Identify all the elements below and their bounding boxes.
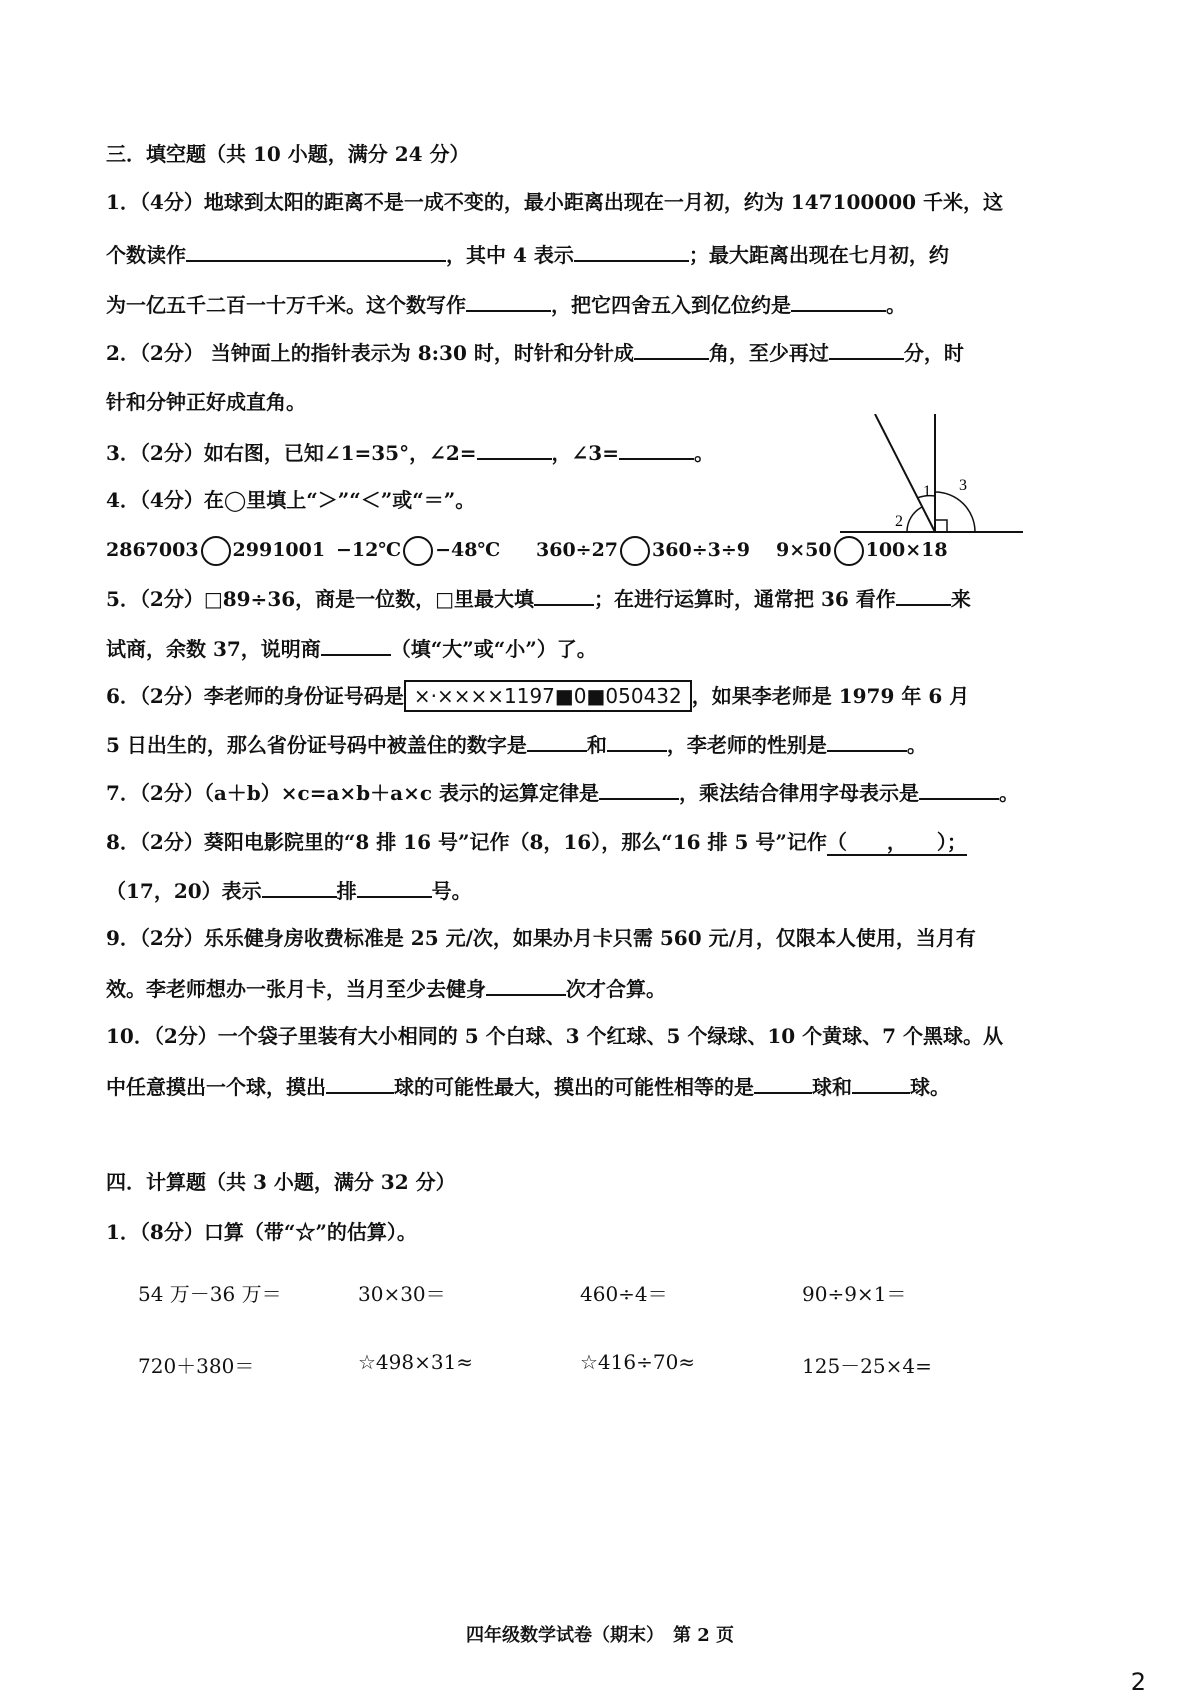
q9-line2	[106, 974, 1026, 1003]
q4-compare-row	[106, 536, 1026, 566]
q8-text-b: （17，20）表示	[106, 879, 262, 903]
page-number: 2	[1130, 1668, 1146, 1696]
q7-blank-formula[interactable]	[919, 778, 999, 800]
q7-blank-law[interactable]	[599, 778, 679, 800]
q9-blank-times[interactable]	[486, 974, 566, 996]
q6-text-a: 6．（2分）李老师的身份证号码是	[106, 684, 404, 708]
q1-line3	[106, 290, 1026, 319]
q3-blank-angle3[interactable]	[619, 438, 694, 460]
q7-text-c: 。	[999, 781, 1020, 805]
q9-text-b: 次才合算。	[566, 977, 666, 1001]
q8-text-c: 排	[336, 879, 357, 903]
calc-item: 90÷9×1＝	[802, 1282, 907, 1306]
q2-text-a: 2．（2分） 当钟面上的指针表示为 8:30 时，时针和分针成	[106, 341, 634, 365]
q5-text-a: 5．（2分）□89÷36，商是一位数，□里最大填	[106, 587, 535, 611]
angle-figure	[835, 414, 1025, 544]
q9-text-a: 效。李老师想办一张月卡，当月至少去健身	[106, 977, 486, 1001]
q8-line2	[106, 876, 1026, 905]
compare-circle-3[interactable]	[620, 536, 650, 566]
q1-text-a: 个数读作	[106, 243, 186, 267]
q10-line2	[106, 1072, 1026, 1101]
q1-text-d: 为一亿五千二百一十万千米。这个数写作	[106, 293, 466, 317]
q7-text-b: ，乘法结合律用字母表示是	[679, 781, 920, 805]
q6-text-b: ，如果李老师是 1979 年 6 月	[691, 684, 970, 708]
q1-text-c: ；最大距离出现在七月初，约	[688, 243, 949, 267]
q1-blank-reading[interactable]	[186, 240, 446, 262]
q5-line1	[106, 584, 1026, 613]
q5-text-e: （填“大”或“小”）了。	[390, 637, 597, 661]
q10-text-c: 球和	[812, 1075, 852, 1099]
q3-text-b: ，∠3=	[551, 441, 619, 465]
q6-blank-digit2[interactable]	[607, 730, 667, 752]
angle3-label: 3	[959, 477, 967, 494]
q6-line1	[106, 680, 1026, 712]
q8-text-d: 号。	[431, 879, 472, 903]
q9-line1: 9．（2分）乐乐健身房收费标准是 25 元/次，如果办月卡只需 560 元/月，仅限本人使用，当月有	[106, 926, 976, 950]
q2-line1	[106, 338, 1026, 367]
q4-line: 4．（4分）在◯里填上“＞”“＜”或“＝”。	[106, 488, 476, 512]
q6-text-d: 和	[586, 733, 607, 757]
q10-text-a: 中任意摸出一个球，摸出	[106, 1075, 326, 1099]
q10-text-d: 球。	[910, 1075, 950, 1099]
q3-text-c: 。	[693, 441, 714, 465]
calc-item: ☆498×31≈	[358, 1350, 474, 1374]
q10-blank-most-likely[interactable]	[326, 1072, 394, 1094]
q1-line2	[106, 240, 1026, 269]
q5-text-b: ；在进行运算时，通常把 36 看作	[594, 587, 896, 611]
q10-blank-equal1[interactable]	[754, 1072, 812, 1094]
q8-blank-row[interactable]	[262, 876, 337, 898]
calc-item: 54 万－36 万＝	[138, 1282, 282, 1306]
q10-line1: 10．（2分）一个袋子里装有大小相同的 5 个白球、3 个红球、5 个绿球、10 个黄球、7 个黑球。从	[106, 1024, 1004, 1048]
compare-circle-4[interactable]	[834, 536, 864, 566]
q5-line2	[106, 634, 1026, 663]
q2-blank-angle[interactable]	[634, 338, 709, 360]
q7-line	[106, 778, 1026, 807]
figure-slanted-line	[875, 414, 935, 532]
section3-heading: 三．填空题（共 10 小题，满分 24 分）	[106, 142, 470, 166]
q6-text-e: ，李老师的性别是	[666, 733, 827, 757]
page-footer: 四年级数学试卷（期末） 第 2 页	[465, 1625, 735, 1646]
calc-item: 125－25×4=	[802, 1354, 932, 1378]
q6-text-c: 5 日出生的，那么省份证号码中被盖住的数字是	[106, 733, 527, 757]
q6-line2	[106, 730, 1026, 759]
q8-blank-seat[interactable]	[357, 876, 432, 898]
q3-text-a: 3．（2分）如右图，已知∠1=35°，∠2=	[106, 441, 477, 465]
calc-item: 720＋380＝	[138, 1354, 255, 1378]
q1-blank-written[interactable]	[466, 290, 551, 312]
q1-text-e: ，把它四舍五入到亿位约是	[551, 293, 791, 317]
right-angle-mark	[935, 520, 947, 532]
q6-blank-gender[interactable]	[827, 730, 907, 752]
q6-blank-digit1[interactable]	[527, 730, 587, 752]
q6-text-f: 。	[906, 733, 927, 757]
section4-heading: 四．计算题（共 3 小题，满分 32 分）	[106, 1170, 456, 1194]
calc-item: 30×30＝	[358, 1282, 446, 1306]
compare-circle-2[interactable]	[403, 536, 433, 566]
s4-q1-line: 1．（8分）口算（带“☆”的估算）。	[106, 1220, 417, 1244]
q8-line1	[106, 828, 1026, 856]
q5-blank-estimate[interactable]	[896, 584, 951, 606]
calc-item: 460÷4＝	[580, 1282, 668, 1306]
q1-text-f: 。	[886, 293, 906, 317]
compare-item-4: 9×50 100×18	[776, 536, 976, 566]
q1-line1: 1．（4分）地球到太阳的距离不是一成不变的，最小距离出现在一月初，约为 147100000 千米，这	[106, 190, 1004, 214]
calc-item: ☆416÷70≈	[580, 1350, 696, 1374]
q8-blank-coordinates[interactable]: （ ， ）；	[826, 830, 967, 854]
q1-blank-four-means[interactable]	[574, 240, 689, 262]
id-number-box: ×·××××1197■0■050432	[404, 680, 692, 712]
q7-text-a: 7．（2分）（a＋b）×c=a×b＋a×c 表示的运算定律是	[106, 781, 600, 805]
q2-line2: 针和分钟正好成直角。	[106, 390, 306, 414]
q2-text-c: 分，时	[903, 341, 964, 365]
compare-circle-1[interactable]	[201, 536, 231, 566]
q8-text-a: 8．（2分）葵阳电影院里的“8 排 16 号”记作（8，16），那么“16 排 5 号”记作	[106, 830, 827, 854]
q2-text-b: 角，至少再过	[708, 341, 829, 365]
q3-blank-angle2[interactable]	[477, 438, 552, 460]
compare-item-2: −12℃ −48℃	[336, 536, 536, 566]
q1-blank-rounded[interactable]	[791, 290, 886, 312]
q10-text-b: 球的可能性最大，摸出的可能性相等的是	[394, 1075, 754, 1099]
q10-blank-equal2[interactable]	[852, 1072, 910, 1094]
q5-blank-max-digit[interactable]	[534, 584, 594, 606]
compare-item-1: 2867003 2991001	[106, 536, 336, 566]
angle2-label: 2	[895, 513, 903, 530]
angle1-label: 1	[923, 483, 931, 500]
q5-text-c: 来	[950, 587, 971, 611]
q1-text-b: ，其中 4 表示	[446, 243, 574, 267]
q5-text-d: 试商，余数 37，说明商	[106, 637, 321, 661]
compare-item-3: 360÷27 360÷3÷9	[536, 536, 776, 566]
q2-blank-minutes[interactable]	[829, 338, 904, 360]
q5-blank-big-small[interactable]	[321, 634, 391, 656]
